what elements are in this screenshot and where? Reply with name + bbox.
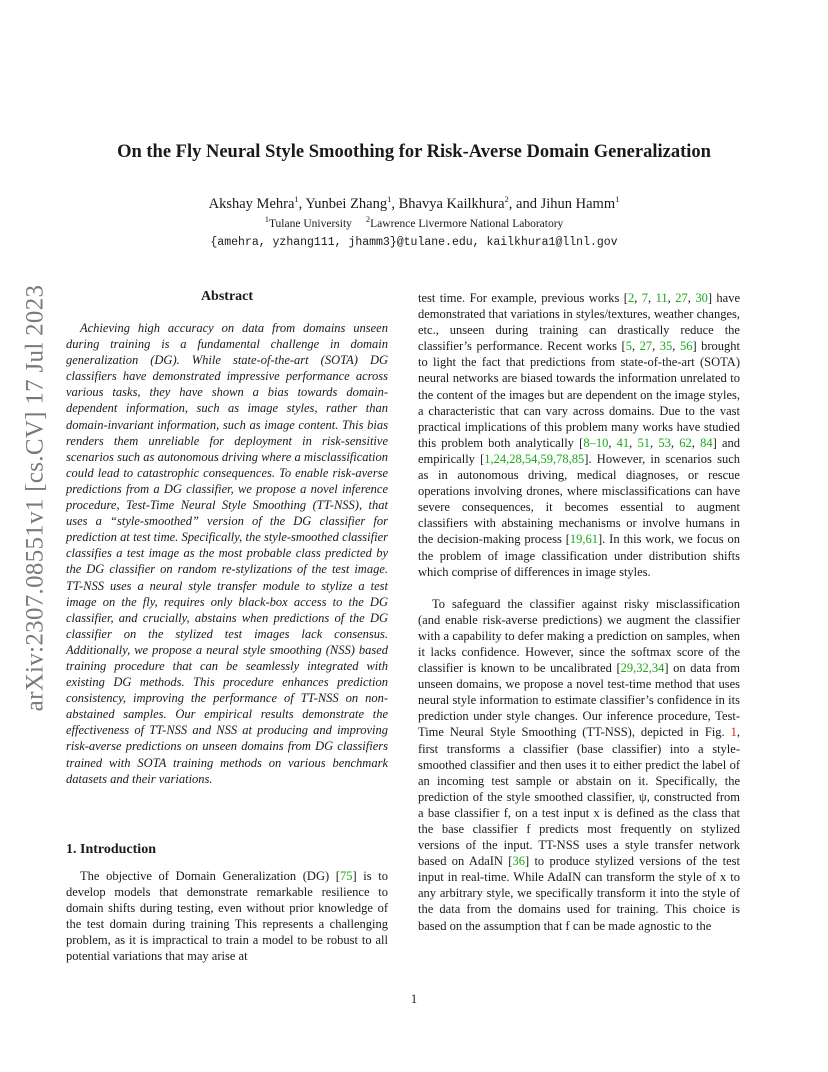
abstract-body: Achieving high accuracy on data from domains unseen during training is a fundamental challenge in domain generalization (DG). While state-of-the-art (SOTA) DG classifiers have demonstrated impressive performance across various tasks, they have shown a bias towards domain-dependent information, such as image styles, rather than domain-invariant information, such as image content. This bias renders them unreliable for deployment in risk-sensitive scenarios such as autonomous driving where a misclassification could lead to catastrophic consequences. To enable risk-averse predictions from a DG classifier, we propose a novel inference procedure, Test-Time Neural Style Smoothing (TT-NSS), that uses a “style-smoothed” version of the DG classifier for prediction at test time. Specifically, the style-smoothed classifier classifies a test image as the most probable class predicted by the DG classifier on random re-stylizations of the test image. TT-NSS uses a neural style transfer module to stylize a test image on the fly, requires only black-box access to the DG classifier, and crucially, abstains when predictions of the DG classifier on the stylized test images lack consensus. Additionally, we propose a neural style smoothing (NSS) based training procedure that can be seamlessly integrated with existing DG methods. This procedure enhances prediction consistency, improving the performance of TT-NSS on non-abstained samples. Our empirical results demonstrate the effectiveness of TT-NSS and NSS at producing and improving risk-averse predictions on unseen domains from DG classifiers trained with SOTA training methods on various benchmark datasets and their variations. bbox=[66, 321, 388, 786]
abstract-heading: Abstract bbox=[200, 289, 254, 304]
citation-link[interactable]: 36 bbox=[512, 854, 525, 869]
arxiv-identifier-text: arXiv:2307.08551v1 [cs.CV] 17 Jul 2023 bbox=[21, 284, 48, 712]
citation-link[interactable]: 41 bbox=[616, 435, 630, 450]
text-run: ] is to develop models that demonstrate remarkable resilience to domain shifts during testing, even without prior knowledge of the test domain during training This represents a challenging problem, as it is impractical to train a model to be robust to all potential variations that may arise at bbox=[66, 869, 388, 964]
citation-link[interactable]: 27 bbox=[675, 291, 688, 305]
citation-link[interactable]: 8–10 bbox=[583, 435, 609, 450]
author-affil-mark: 2 bbox=[504, 194, 509, 205]
text-run: ] to produce stylized versions of the test input in real-time. While AdaIN can transform the style of x to any arbitrary style, we specifically transform it into the style of the data from the domains used for training. This choice is based on the assumption that f can be made agnostic to the bbox=[418, 854, 741, 933]
author-affil-mark: 1 bbox=[387, 194, 392, 205]
author-name: Jihun Hamm bbox=[540, 196, 616, 212]
author-list: Akshay Mehra$^1$, Yunbei Zhang$^1$, Bhavya Kailkhura$^2$, and Jihun Hamm$^1$ bbox=[208, 194, 620, 212]
intro-body bbox=[66, 868, 388, 965]
text-run: ] have demonstrated that variations in styles/textures, weather changes, etc., unseen during training can drastically reduce the classifier’s performance. Recent works [ bbox=[418, 291, 741, 354]
affiliation-2: Lawrence Livermore National Laboratory bbox=[370, 218, 564, 230]
paper-title: On the Fly Neural Style Smoothing for Risk-Averse Domain Generalization bbox=[117, 142, 711, 162]
intro-paragraph-cont: test time. For example, previous works [2, 7, 11, 27, 30] have demonstrated that variations in styles/textures, weather changes, etc., unseen during training can drastically reduce the classifier’s performance. Recent works [5, 27, 35, 56] brought to light the fact that predictions from state-of-the-art (SOTA) neural networks are biased towards the information unrelated to the content of the images but are dependent on the image styles, a characteristic that can vary across domains. Due to the vast practical implications of this problem many works have studied this problem both analytically [8–10, 41, 51, 53, 62, 84] and empirically [1,24,28,54,59,78,85]. However, in scenarios such as in autonomous driving, medical diagnoses, or rescue operations involving drones, where misclassifications can have severe consequences, it becomes essential to augment classifiers with abstaining mechanisms or involve humans in the decision-making process [19,61]. In this work, we focus on the problem of image classification under distribution shifts which comprise of differences in image styles. bbox=[418, 291, 741, 579]
citation-link[interactable]: 2 bbox=[627, 291, 635, 305]
arxiv-identifier bbox=[18, 284, 52, 712]
figure-reference-link[interactable]: 1 bbox=[730, 725, 737, 740]
author-name: Bhavya Kailkhura bbox=[398, 196, 505, 212]
citation-link[interactable]: 29,32,34 bbox=[620, 661, 665, 676]
citation-link[interactable]: 51 bbox=[637, 435, 651, 450]
intro-heading: 1. Introduction bbox=[66, 842, 156, 857]
citation-link[interactable]: 11 bbox=[655, 291, 668, 305]
affiliations bbox=[0, 214, 828, 230]
author-affil-mark: 1 bbox=[294, 194, 299, 205]
text-run: ] brought to light the fact that predictions from state-of-the-art (SOTA) neural networks are biased towards the information unrelated to the content of the images but are dependent on the image styles, a characteristic that can vary across domains. Due to the vast practical implications of this problem many works have studied this problem both analytically [ bbox=[418, 339, 741, 450]
citation-link[interactable]: 5 bbox=[625, 339, 632, 354]
author-affil-mark: 1 bbox=[615, 194, 620, 205]
affiliation-1: Tulane University bbox=[268, 218, 352, 230]
text-run: To safeguard the classifier against risky misclassification (and enable risk-averse predictions) we augment the classifier with a capability to defer making a prediction on samples, when it lacks confidence. However, since the softmax score of the classifier is known to be uncalibrated [ bbox=[418, 596, 740, 676]
citation-link[interactable]: 30 bbox=[695, 291, 708, 305]
citation-link[interactable]: 7 bbox=[641, 291, 649, 305]
citation-link[interactable]: 27 bbox=[639, 339, 653, 354]
page-number: 1 bbox=[410, 992, 418, 1006]
citation-link[interactable]: 1,24,28,54,59,78,85 bbox=[484, 451, 585, 466]
text-run: ]. In this work, we focus on the problem of image classification under distribution shifts which comprise of differences in image styles. bbox=[418, 532, 740, 579]
citation-link[interactable]: 84 bbox=[700, 435, 713, 450]
citation-link[interactable]: 75 bbox=[339, 869, 353, 883]
citation-link[interactable]: 53 bbox=[658, 435, 671, 450]
citation-link[interactable]: 56 bbox=[679, 339, 693, 354]
intro-paragraph-2 bbox=[418, 596, 740, 934]
text-run: test time. For example, previous works [ bbox=[418, 291, 628, 305]
author-name: Yunbei Zhang bbox=[305, 196, 388, 212]
author-name: Akshay Mehra bbox=[208, 196, 295, 212]
right-column bbox=[418, 290, 740, 934]
affil-mark: 2 bbox=[365, 214, 371, 225]
affil-mark: 1 bbox=[264, 214, 269, 225]
citation-link[interactable]: 19,61 bbox=[569, 532, 598, 547]
text-run: ] and empirically [ bbox=[418, 435, 741, 466]
citation-link[interactable]: 62 bbox=[679, 435, 692, 450]
text-run: ] on data from unseen domains, we propose a novel test-time method that uses neural style information to estimate classifier’s confidence in its prediction under style changes. Our inference procedure, Test-Time Neural Style Smoothing (TT-NSS), depicted in Fig. bbox=[418, 661, 740, 740]
author-emails: {amehra, yzhang111, jhamm3}@tulane.edu, kailkhura1@llnl.gov bbox=[210, 236, 618, 249]
citation-link[interactable]: 35 bbox=[659, 339, 673, 354]
text-run: The objective of Domain Generalization (DG) [ bbox=[80, 869, 340, 883]
text-run: , first transforms a classifier (base classifier) into a style-smoothed classifier and then uses it to either predict the label of an incoming test sample or abstain on it. Specifically, the prediction of the style smoothed classifier, ψ, constructed from a base classifier f, on a test input x is defined as the class that the base classifier f predicts most frequently on stylized versions of the input. TT-NSS uses a style transfer network based on AdaIN [ bbox=[418, 725, 740, 869]
text-run: ]. However, in scenarios such as in autonomous driving, medical diagnoses, or rescue operations involving drones, where misclassifications can have severe consequences, it becomes essential to augment classifiers with abstaining mechanisms or involve humans in the decision-making process [ bbox=[418, 451, 740, 547]
